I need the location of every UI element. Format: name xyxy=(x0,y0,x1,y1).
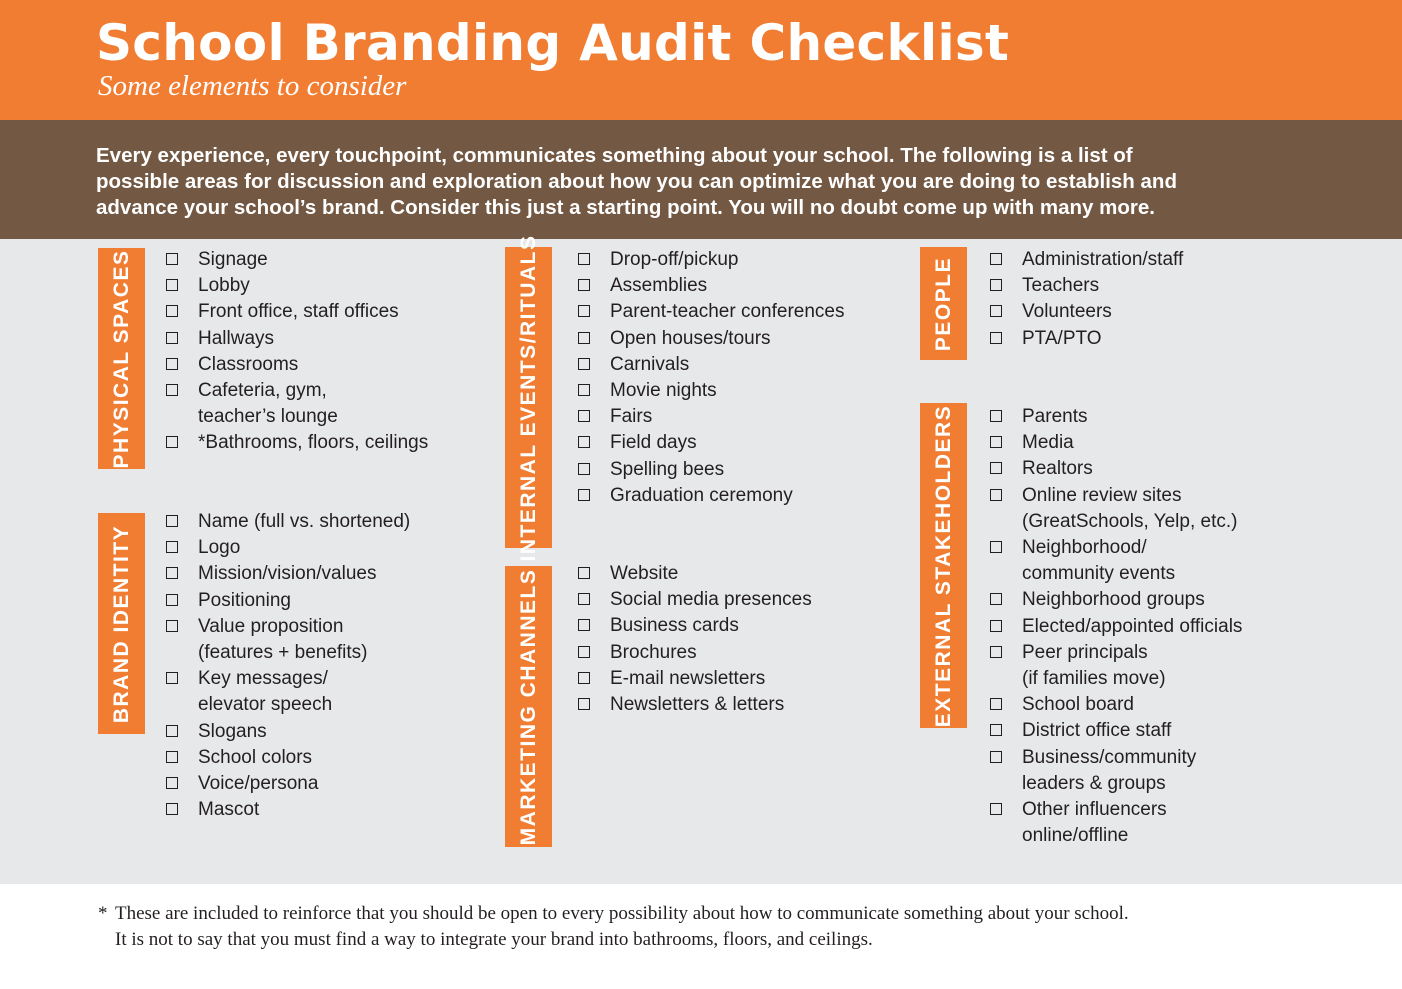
item-label: Field days xyxy=(610,432,697,454)
item-label: Parent-teacher conferences xyxy=(610,301,845,323)
checklist-item[interactable] xyxy=(166,771,410,797)
item-label: Carnivals xyxy=(610,353,690,375)
checklist-item-continuation xyxy=(166,692,410,718)
checklist-item[interactable] xyxy=(578,378,844,404)
item-label: Key messages/ xyxy=(198,668,328,690)
checklist-item[interactable] xyxy=(578,299,844,325)
checklist-item[interactable] xyxy=(578,613,812,639)
checkbox[interactable] xyxy=(990,803,1002,815)
checkbox[interactable] xyxy=(578,698,590,710)
checkbox[interactable] xyxy=(578,463,590,475)
item-label: Slogans xyxy=(198,720,267,742)
item-label: teacher’s lounge xyxy=(198,406,338,428)
page-subtitle: Some elements to consider xyxy=(98,70,407,102)
checkbox[interactable] xyxy=(578,489,590,501)
checklist-item[interactable] xyxy=(166,430,428,456)
checkbox[interactable] xyxy=(990,462,1002,474)
page-title: School Branding Audit Checklist xyxy=(96,14,1010,72)
checkbox[interactable] xyxy=(166,620,178,632)
checklist-item[interactable] xyxy=(578,640,812,666)
item-label: Brochures xyxy=(610,641,697,663)
checkbox[interactable] xyxy=(990,436,1002,448)
checkbox[interactable] xyxy=(166,253,178,265)
footnote-marker: * xyxy=(98,903,108,924)
checkbox[interactable] xyxy=(166,305,178,317)
item-label: School board xyxy=(1022,694,1134,716)
checkbox[interactable] xyxy=(990,541,1002,553)
checkbox[interactable] xyxy=(990,332,1002,344)
item-label: Neighborhood groups xyxy=(1022,589,1205,611)
checkbox[interactable] xyxy=(578,410,590,422)
checklist-item[interactable] xyxy=(990,430,1242,456)
checklist-item[interactable] xyxy=(166,378,428,404)
header-banner xyxy=(0,0,1402,120)
checkbox[interactable] xyxy=(166,332,178,344)
checkbox[interactable] xyxy=(990,305,1002,317)
checklist-item[interactable] xyxy=(990,273,1183,299)
checkbox[interactable] xyxy=(990,410,1002,422)
intro-text xyxy=(96,143,1206,221)
checklist-item[interactable] xyxy=(990,326,1183,352)
item-label: Name (full vs. shortened) xyxy=(198,511,411,532)
checklist-item[interactable] xyxy=(990,456,1242,482)
item-label: Signage xyxy=(198,249,268,270)
item-label: elevator speech xyxy=(198,694,333,716)
section-label: EXTERNAL STAKEHOLDERS xyxy=(931,404,955,727)
item-label: *Bathrooms, floors, ceilings xyxy=(198,432,429,454)
checkbox[interactable] xyxy=(166,279,178,291)
checkbox[interactable] xyxy=(990,489,1002,501)
item-label: Peer principals xyxy=(1022,641,1148,663)
footnote xyxy=(98,901,1129,953)
checklist-item-continuation xyxy=(990,509,1242,535)
item-label: Administration/staff xyxy=(1022,249,1184,270)
checklist-item[interactable] xyxy=(578,561,812,587)
item-label: (if families move) xyxy=(1022,668,1166,690)
section-tag-internal-events xyxy=(505,234,552,561)
checklist-item[interactable] xyxy=(578,587,812,613)
checkbox[interactable] xyxy=(578,619,590,631)
section-tag-external-stakeholders xyxy=(920,403,967,728)
checklist-item[interactable] xyxy=(166,561,410,587)
checkbox[interactable] xyxy=(166,725,178,737)
checklist-item[interactable] xyxy=(990,640,1242,666)
checklist-item[interactable] xyxy=(990,745,1242,771)
checklist-item[interactable] xyxy=(166,535,410,561)
item-label: Cafeteria, gym, xyxy=(198,380,327,402)
item-label: Assemblies xyxy=(610,275,708,297)
checklist-item[interactable] xyxy=(990,587,1242,613)
checkbox[interactable] xyxy=(166,541,178,553)
checkbox[interactable] xyxy=(166,594,178,606)
footnote-line: It is not to say that you must find a way to integrate your brand into bathrooms, floors, and ceilings. xyxy=(115,929,873,950)
item-label: Elected/appointed officials xyxy=(1022,615,1243,637)
item-label: PTA/PTO xyxy=(1022,327,1102,349)
section-label: INTERNAL EVENTS/RITUALS xyxy=(516,234,540,561)
checkbox[interactable] xyxy=(166,672,178,684)
checklist-area xyxy=(0,234,1402,884)
physical-spaces-list xyxy=(166,247,428,457)
item-label: Website xyxy=(610,563,679,584)
checkbox[interactable] xyxy=(166,515,178,527)
checkbox[interactable] xyxy=(990,698,1002,710)
checklist-item[interactable] xyxy=(578,273,844,299)
internal-events-list xyxy=(578,247,844,509)
checkbox[interactable] xyxy=(166,777,178,789)
item-label: Volunteers xyxy=(1022,301,1112,323)
checklist-item[interactable] xyxy=(166,614,410,640)
checklist-item[interactable] xyxy=(166,273,428,299)
checklist-item[interactable] xyxy=(578,457,844,483)
checklist-item[interactable] xyxy=(166,588,410,614)
checklist-item-continuation xyxy=(990,561,1242,587)
item-label: Business cards xyxy=(610,615,739,637)
checkbox[interactable] xyxy=(578,332,590,344)
checklist-item[interactable] xyxy=(578,430,844,456)
item-label: Fairs xyxy=(610,406,653,428)
checkbox[interactable] xyxy=(578,253,590,265)
checklist-item[interactable] xyxy=(990,718,1242,744)
item-label: Drop-off/pickup xyxy=(610,249,739,270)
checklist-item[interactable] xyxy=(990,797,1242,823)
item-label: School colors xyxy=(198,746,313,768)
checkbox[interactable] xyxy=(990,279,1002,291)
item-label: Hallways xyxy=(198,327,275,349)
checklist-item[interactable] xyxy=(166,719,410,745)
checklist-item[interactable] xyxy=(166,247,428,273)
people-list xyxy=(990,247,1183,352)
checkbox[interactable] xyxy=(166,751,178,763)
checkbox[interactable] xyxy=(578,305,590,317)
checkbox[interactable] xyxy=(990,724,1002,736)
intro-line: Every experience, every touchpoint, communicates something about your school. The following is a list of xyxy=(96,144,1133,167)
checklist-item[interactable] xyxy=(990,299,1183,325)
item-label: Graduation ceremony xyxy=(610,484,793,506)
checkbox[interactable] xyxy=(578,436,590,448)
checkbox[interactable] xyxy=(578,672,590,684)
checkbox[interactable] xyxy=(990,751,1002,763)
intro-line: advance your school’s brand. Consider this just a starting point. You will no doubt come up with many more. xyxy=(96,196,1155,219)
item-label: E-mail newsletters xyxy=(610,667,766,689)
checklist-item[interactable] xyxy=(578,326,844,352)
section-tag-marketing-channels xyxy=(505,566,552,847)
section-label: MARKETING CHANNELS xyxy=(516,568,540,845)
item-label: (features + benefits) xyxy=(198,642,368,664)
checkbox[interactable] xyxy=(166,384,178,396)
checkbox[interactable] xyxy=(990,620,1002,632)
checkbox[interactable] xyxy=(990,646,1002,658)
checklist-item[interactable] xyxy=(990,404,1242,430)
section-tag-physical-spaces xyxy=(98,248,145,469)
section-label: PEOPLE xyxy=(931,256,955,351)
checkbox[interactable] xyxy=(578,358,590,370)
checklist-item[interactable] xyxy=(166,326,428,352)
checklist-item[interactable] xyxy=(578,352,844,378)
item-label: Logo xyxy=(198,537,241,559)
item-label: Realtors xyxy=(1022,458,1093,480)
checklist-item-continuation xyxy=(990,771,1242,797)
checklist-item[interactable] xyxy=(166,509,410,535)
checklist-item[interactable] xyxy=(578,666,812,692)
item-label: Online review sites xyxy=(1022,484,1182,506)
checkbox[interactable] xyxy=(990,593,1002,605)
checklist-item[interactable] xyxy=(578,483,844,509)
checklist-item[interactable] xyxy=(578,247,844,273)
checklist-item[interactable] xyxy=(990,692,1242,718)
intro-line: possible areas for discussion and exploration about how you can optimize what you are doing to establish and xyxy=(96,170,1177,193)
item-label: Other influencers xyxy=(1022,799,1167,821)
external-stakeholders-list xyxy=(990,404,1242,849)
checklist-item[interactable] xyxy=(990,535,1242,561)
item-label: Mascot xyxy=(198,799,260,821)
checkbox[interactable] xyxy=(166,567,178,579)
checklist-item[interactable] xyxy=(166,745,410,771)
checklist-item[interactable] xyxy=(578,404,844,430)
item-label: Spelling bees xyxy=(610,458,725,480)
checkbox[interactable] xyxy=(578,279,590,291)
item-label: Front office, staff offices xyxy=(198,301,399,323)
checkbox[interactable] xyxy=(166,803,178,815)
checklist-item[interactable] xyxy=(990,614,1242,640)
item-label: Business/community xyxy=(1022,746,1197,768)
checklist-item[interactable] xyxy=(166,352,428,378)
checkbox[interactable] xyxy=(578,593,590,605)
section-tag-brand-identity xyxy=(98,513,145,734)
checklist-item[interactable] xyxy=(166,666,410,692)
marketing-channels-list xyxy=(578,561,812,718)
checkbox[interactable] xyxy=(578,567,590,579)
item-label: Movie nights xyxy=(610,380,717,402)
section-tag-people xyxy=(920,247,967,360)
checklist-item-continuation xyxy=(990,823,1242,849)
brand-identity-list xyxy=(166,509,410,823)
checkbox[interactable] xyxy=(166,358,178,370)
item-label: Classrooms xyxy=(198,353,299,375)
checklist-item-continuation xyxy=(166,640,410,666)
checklist-item-continuation xyxy=(166,404,428,430)
footnote-line: These are included to reinforce that you should be open to every possibility about how to communicate something about your school. xyxy=(115,903,1129,924)
item-label: Newsletters & letters xyxy=(610,694,785,716)
checkbox[interactable] xyxy=(990,253,1002,265)
checkbox[interactable] xyxy=(166,436,178,448)
checkbox[interactable] xyxy=(578,646,590,658)
item-label: Social media presences xyxy=(610,589,812,611)
item-label: Value proposition xyxy=(198,615,344,637)
checklist-item-continuation xyxy=(990,666,1242,692)
item-label: community events xyxy=(1022,563,1176,585)
checklist-item[interactable] xyxy=(166,797,410,823)
item-label: Teachers xyxy=(1022,275,1100,297)
item-label: Voice/persona xyxy=(198,773,319,795)
item-label: Media xyxy=(1022,432,1074,454)
item-label: Lobby xyxy=(198,275,250,297)
item-label: Neighborhood/ xyxy=(1022,537,1147,559)
checklist-item[interactable] xyxy=(578,692,812,718)
checklist-item[interactable] xyxy=(990,483,1242,509)
item-label: online/offline xyxy=(1022,825,1129,847)
section-label: PHYSICAL SPACES xyxy=(109,249,133,468)
item-label: Positioning xyxy=(198,589,291,611)
item-label: District office staff xyxy=(1022,720,1172,742)
intro-band xyxy=(0,120,1402,239)
item-label: Open houses/tours xyxy=(610,327,771,349)
item-label: leaders & groups xyxy=(1022,772,1166,794)
checkbox[interactable] xyxy=(578,384,590,396)
item-label: Parents xyxy=(1022,406,1088,427)
checklist-item[interactable] xyxy=(990,247,1183,273)
item-label: (GreatSchools, Yelp, etc.) xyxy=(1022,510,1238,532)
section-label: BRAND IDENTITY xyxy=(109,524,133,723)
checklist-item[interactable] xyxy=(166,299,428,325)
item-label: Mission/vision/values xyxy=(198,563,377,585)
